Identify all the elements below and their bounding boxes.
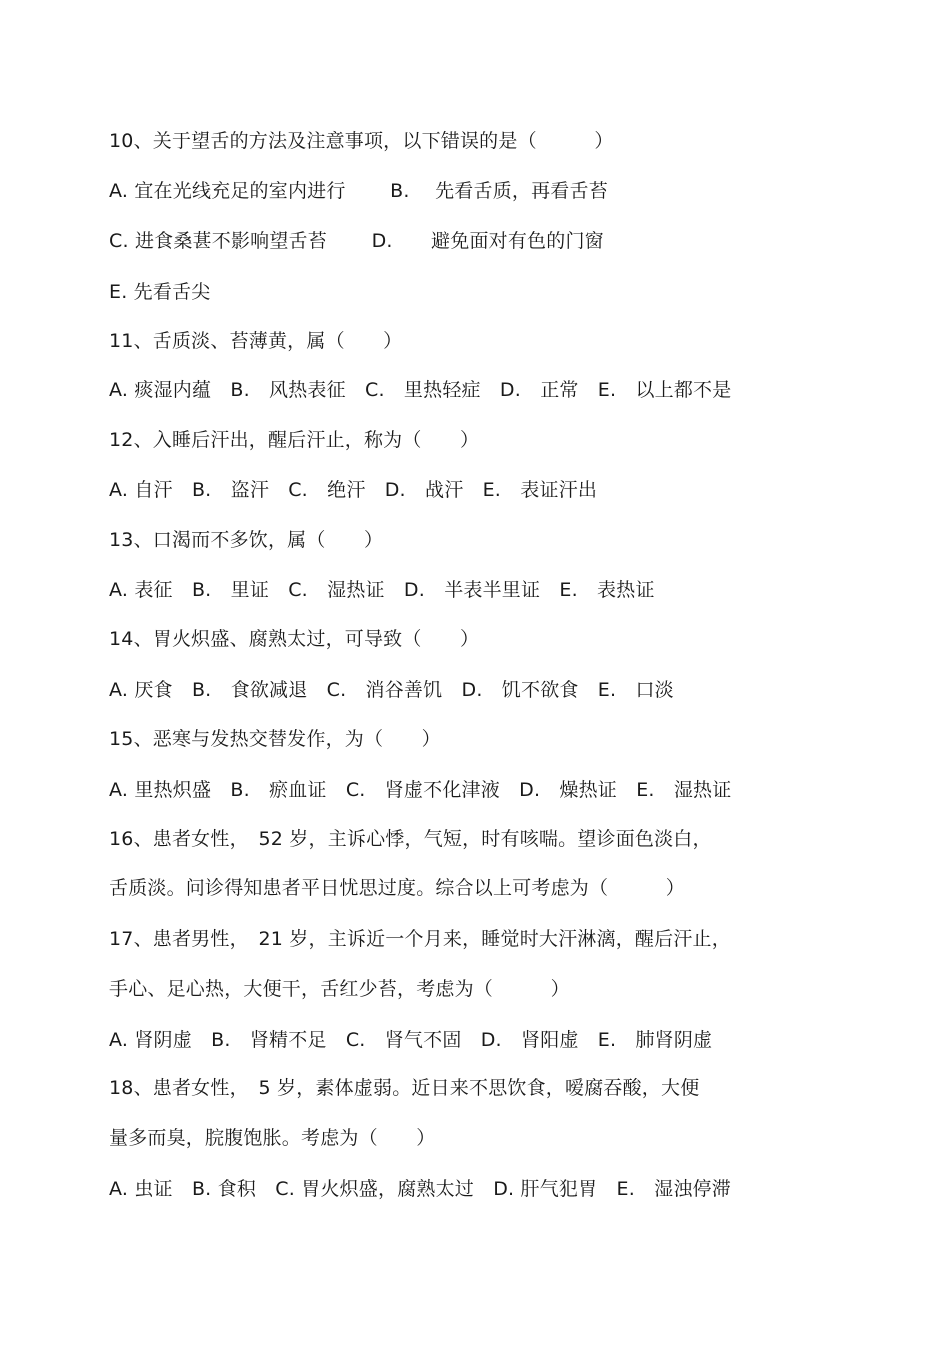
question-16-line-1: 16、患者女性， 52 岁，主诉心悸，气短，时有咳喘。望诊面色淡白，: [109, 828, 712, 850]
question-10-options-cd: C. 进食桑葚不影响望舌苔 D. 避免面对有色的门窗: [109, 230, 604, 252]
question-13-options: A. 表征 B. 里证 C. 湿热证 D. 半表半里证 E. 表热证: [109, 579, 655, 601]
question-12: 12、入睡后汗出，醒后汗止，称为（ ）: [109, 429, 480, 451]
question-15-options: A. 里热炽盛 B. 瘀血证 C. 肾虚不化津液 D. 燥热证 E. 湿热证: [109, 779, 732, 801]
question-18-line-1: 18、患者女性， 5 岁，素体虚弱。近日来不思饮食，嗳腐吞酸，大便: [109, 1077, 700, 1099]
question-14: 14、胃火炽盛、腐熟太过，可导致（ ）: [109, 628, 480, 650]
question-16-line-2: 舌质淡。问诊得知患者平日忧思过度。综合以上可考虑为（ ）: [109, 877, 686, 899]
question-15: 15、恶寒与发热交替发作，为（ ）: [109, 728, 441, 750]
question-17-line-1: 17、患者男性， 21 岁，主诉近一个月来，睡觉时大汗淋漓，醒后汗止，: [109, 928, 731, 950]
question-14-options: A. 厌食 B. 食欲减退 C. 消谷善饥 D. 饥不欲食 E. 口淡: [109, 679, 674, 701]
question-17-options: A. 肾阴虚 B. 肾精不足 C. 肾气不固 D. 肾阳虚 E. 肺肾阴虚: [109, 1029, 713, 1051]
question-11: 11、舌质淡、苔薄黄，属（ ）: [109, 330, 403, 352]
question-10-option-e: E. 先看舌尖: [109, 281, 211, 303]
question-11-options: A. 痰湿内蕴 B. 风热表征 C. 里热轻症 D. 正常 E. 以上都不是: [109, 379, 732, 401]
question-18-line-2: 量多而臭，脘腹饱胀。考虑为（ ）: [109, 1127, 436, 1149]
question-13: 13、口渴而不多饮，属（ ）: [109, 529, 384, 551]
question-12-options: A. 自汗 B. 盗汗 C. 绝汗 D. 战汗 E. 表证汗出: [109, 479, 598, 501]
question-17-line-2: 手心、足心热，大便干，舌红少苔，考虑为（ ）: [109, 978, 570, 1000]
question-10-options-ab: A. 宜在光线充足的室内进行 B. 先看舌质，再看舌苔: [109, 180, 608, 202]
question-10: 10、关于望舌的方法及注意事项，以下错误的是（ ）: [109, 130, 614, 152]
question-18-options: A. 虫证 B. 食积 C. 胃火炽盛，腐熟太过 D. 肝气犯胃 E. 湿浊停滞: [109, 1178, 731, 1200]
